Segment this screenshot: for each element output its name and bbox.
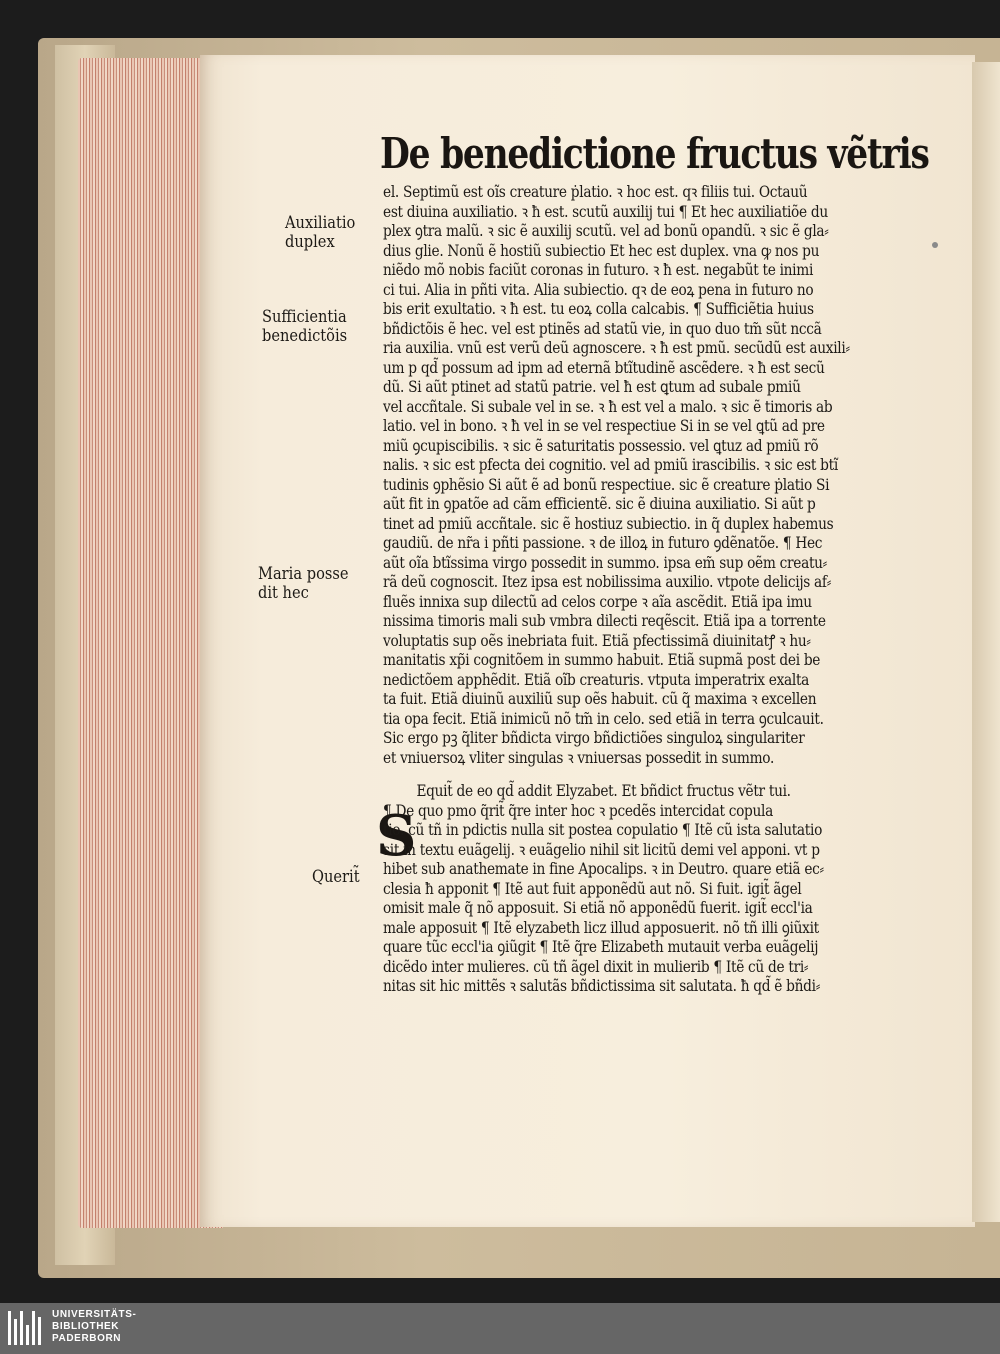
- text-line: nissima timoris mali sub vmbra dilecti reqẽscit. Etiã ipa a torrente: [383, 612, 826, 630]
- text-line: um p qd̃ possum ad ipm ad eternã btĩtudinẽ ascẽdere. ꝛ ħ est secũ: [383, 358, 825, 377]
- margin-note-line: Maria posse: [258, 564, 349, 584]
- text-line: est diuina auxiliatio. ꝛ ħ est. scutũ auxilij tui ¶ Et hec auxiliatiõe du: [383, 202, 828, 221]
- text-line: hibet sub anathemate in fine Apocalips. ꝛ in Deutro. quare etiã ec⸗: [383, 860, 824, 878]
- library-name: [52, 1309, 136, 1345]
- text-line: tio. cũ tñ in pdictis nulla sit postea copulatio ¶ Itẽ cũ ista salutatio: [383, 821, 823, 839]
- text-line: ci tui. Alia in pñti vita. Alia subiectio. qꝛ de eoꝝ pena in futuro no: [383, 280, 814, 299]
- main-text-block: [383, 183, 895, 997]
- text-line: quare tũc eccl'ia ꝯiũgit ¶ Itẽ q̃re Elizabeth mutauit verba euãgelij: [383, 938, 819, 956]
- text-line: et vniuersoꝝ vliter singulas ꝛ vniuersas possedit in summo.: [383, 748, 775, 767]
- margin-note-line: Sufficientia: [262, 307, 347, 327]
- text-line: clesia ħ apponit ¶ Itẽ aut fuit apponẽdũ aut nõ. Si fuit. igit̃ ãgel: [383, 879, 802, 898]
- text-line: manitatis xp̃i cognitõem in summo habuit. Etiã supmã post dei be: [383, 651, 821, 669]
- library-name-line: BIBLIOTHEK: [52, 1321, 120, 1332]
- margin-note-line: Auxiliatio: [285, 213, 356, 233]
- library-footer: [0, 1303, 1000, 1354]
- library-name-line: UNIVERSITÄTS-: [52, 1309, 137, 1320]
- text-line: Sic ergo pꝫ q̃liter bñdicta virgo bñdictiões singuloꝝ singulariter: [383, 729, 805, 747]
- library-logo-icon: [8, 1311, 48, 1345]
- text-line: vel accñtale. Si subale vel in se. ꝛ ħ est vel a malo. ꝛ sic ẽ timoris ab: [383, 397, 833, 416]
- text-line: sit in textu euãgelij. ꝛ euãgelio nihil sit licitũ demi vel apponi. vt p: [383, 840, 820, 859]
- margin-note-line: benedictõis: [262, 326, 348, 346]
- margin-note-line: duplex: [285, 232, 335, 252]
- text-line: Equit̃ de eo qd̃ addit Elyzabet. Et bñdict fructus vẽtr tui.: [416, 782, 791, 800]
- text-line: voluptatis sup oẽs inebriata fuit. Etiã pfectissimã diuinitatꝭ ꝛ hu⸗: [383, 631, 811, 650]
- margin-note-line: dit hec: [258, 583, 309, 603]
- text-line: nitas sit hic mittẽs ꝛ salutãs bñdictissima sit salutata. ħ qd̃ ẽ bñdi⸗: [383, 977, 820, 995]
- text-line: latio. vel in bono. ꝛ ħ vel in se vel respectiue Si in se vel ꝗtũ ad pre: [383, 417, 825, 435]
- text-line: fluẽs innixa sup dilectũ ad celos corpe ꝛ aĩa ascẽdit. Etiã ipa imu: [383, 592, 812, 611]
- margin-note-sufficientia: [262, 308, 347, 346]
- page-spot: [932, 242, 938, 248]
- text-line: nedictõem apphẽdit. Etiã oĩb creaturis. vtputa imperatrix exalta: [383, 670, 810, 689]
- library-name-line: PADERBORN: [52, 1333, 122, 1344]
- text-line: bñdictõis ẽ hec. vel est ptinẽs ad statũ vie, in quo duo tm̃ sũt nccã: [383, 319, 822, 338]
- text-line: dicẽdo inter mulieres. cũ tñ ãgel dixit in mulierib ¶ Itẽ cũ de tri⸗: [383, 957, 809, 976]
- text-line: rã deũ cognoscit. Itez ipsa est nobilissima auxilio. vtpote delicijs af⸗: [383, 573, 831, 591]
- margin-note-maria: [258, 565, 349, 603]
- text-line: dũ. Si aũt ptinet ad statũ patrie. vel ħ est ꝗtum ad subale pmiũ: [383, 378, 801, 396]
- text-line: male apposuit ¶ Itẽ elyzabeth licz illud apposuerit. nõ tñ illi ꝯiũxit: [383, 918, 819, 937]
- text-line: tudinis ꝯphẽsio Si aũt ẽ ad bonũ respectiue. sic ẽ creature ṗlatio Si: [383, 475, 830, 494]
- text-line: ria auxilia. vnũ est verũ deũ agnoscere. ꝛ ħ est pmũ. secũdũ est auxili⸗: [383, 339, 850, 357]
- margin-note-queritur: [312, 868, 360, 887]
- text-line: plex ꝯtra malũ. ꝛ sic ẽ auxilij scutũ. vel ad bonũ opandũ. ꝛ sic ẽ gla⸗: [383, 222, 829, 240]
- text-line: nalis. ꝛ sic est pfecta dei cognitio. vel ad pmiũ irascibilis. ꝛ sic est btĩ: [383, 456, 838, 474]
- text-line: tia opa fecit. Etiã inimicũ nõ tm̃ in celo. sed etiã in terra ꝯculcauit.: [383, 709, 824, 728]
- facing-page-edge: [972, 62, 1000, 1222]
- text-line: el. Septimũ est oĩs creature ṗlatio. ꝛ hoc est. qꝛ filiis tui. Octauũ: [383, 183, 808, 201]
- text-line: omisit male q̃ nõ apposuit. Si etiã nõ apponẽdũ fuerit. igit̃ eccl'ia: [383, 899, 813, 917]
- text-line: gaudiũ. de nr̃a i pñti passione. ꝛ de illoꝝ in futuro ꝯdẽnatõe. ¶ Hec: [383, 534, 823, 552]
- text-line: tinet ad pmiũ accñtale. sic ẽ hostiuz subiectio. in q̃ duplex habemus: [383, 514, 834, 533]
- text-line: ¶ De quo pmo q̃rit̃ q̃re inter hoc ꝛ pcedẽs intercidat copula: [383, 801, 773, 820]
- page-heading: De benedictione fructus vẽtris: [380, 129, 929, 178]
- text-line: ta fuit. Etiã diuinũ auxiliũ sup oẽs habuit. cũ q̃ maxima ꝛ excellen: [383, 690, 817, 708]
- text-line: aũt fit in ꝯpatõe ad cãm efficientẽ. sic ẽ diuina auxiliatio. Si aũt p: [383, 495, 816, 513]
- text-line: dius glie. Nonũ ẽ hostiũ subiectio Et hec est duplex. vna ꝙ nos pu: [383, 241, 820, 260]
- margin-note-line: Querit̃: [312, 867, 360, 887]
- drop-cap-initial: S: [376, 803, 417, 869]
- margin-note-auxiliatio: [285, 214, 355, 252]
- text-line: [383, 768, 834, 782]
- text-line: aũt oĩa btĩssima virgo possedit in summo. ipsa em̃ sup oẽm creatu⸗: [383, 553, 827, 572]
- text-line: niẽdo mõ nobis faciũt coronas in futuro. ꝛ ħ est. negabũt te inimi: [383, 261, 814, 279]
- text-line: miũ ꝯcupiscibilis. ꝛ sic ẽ saturitatis possessio. vel ꝗtuz ad pmiũ rõ: [383, 436, 819, 455]
- text-line: bis erit exultatio. ꝛ ħ est. tu eoꝝ colla calcabis. ¶ Sufficiẽtia huius: [383, 300, 814, 318]
